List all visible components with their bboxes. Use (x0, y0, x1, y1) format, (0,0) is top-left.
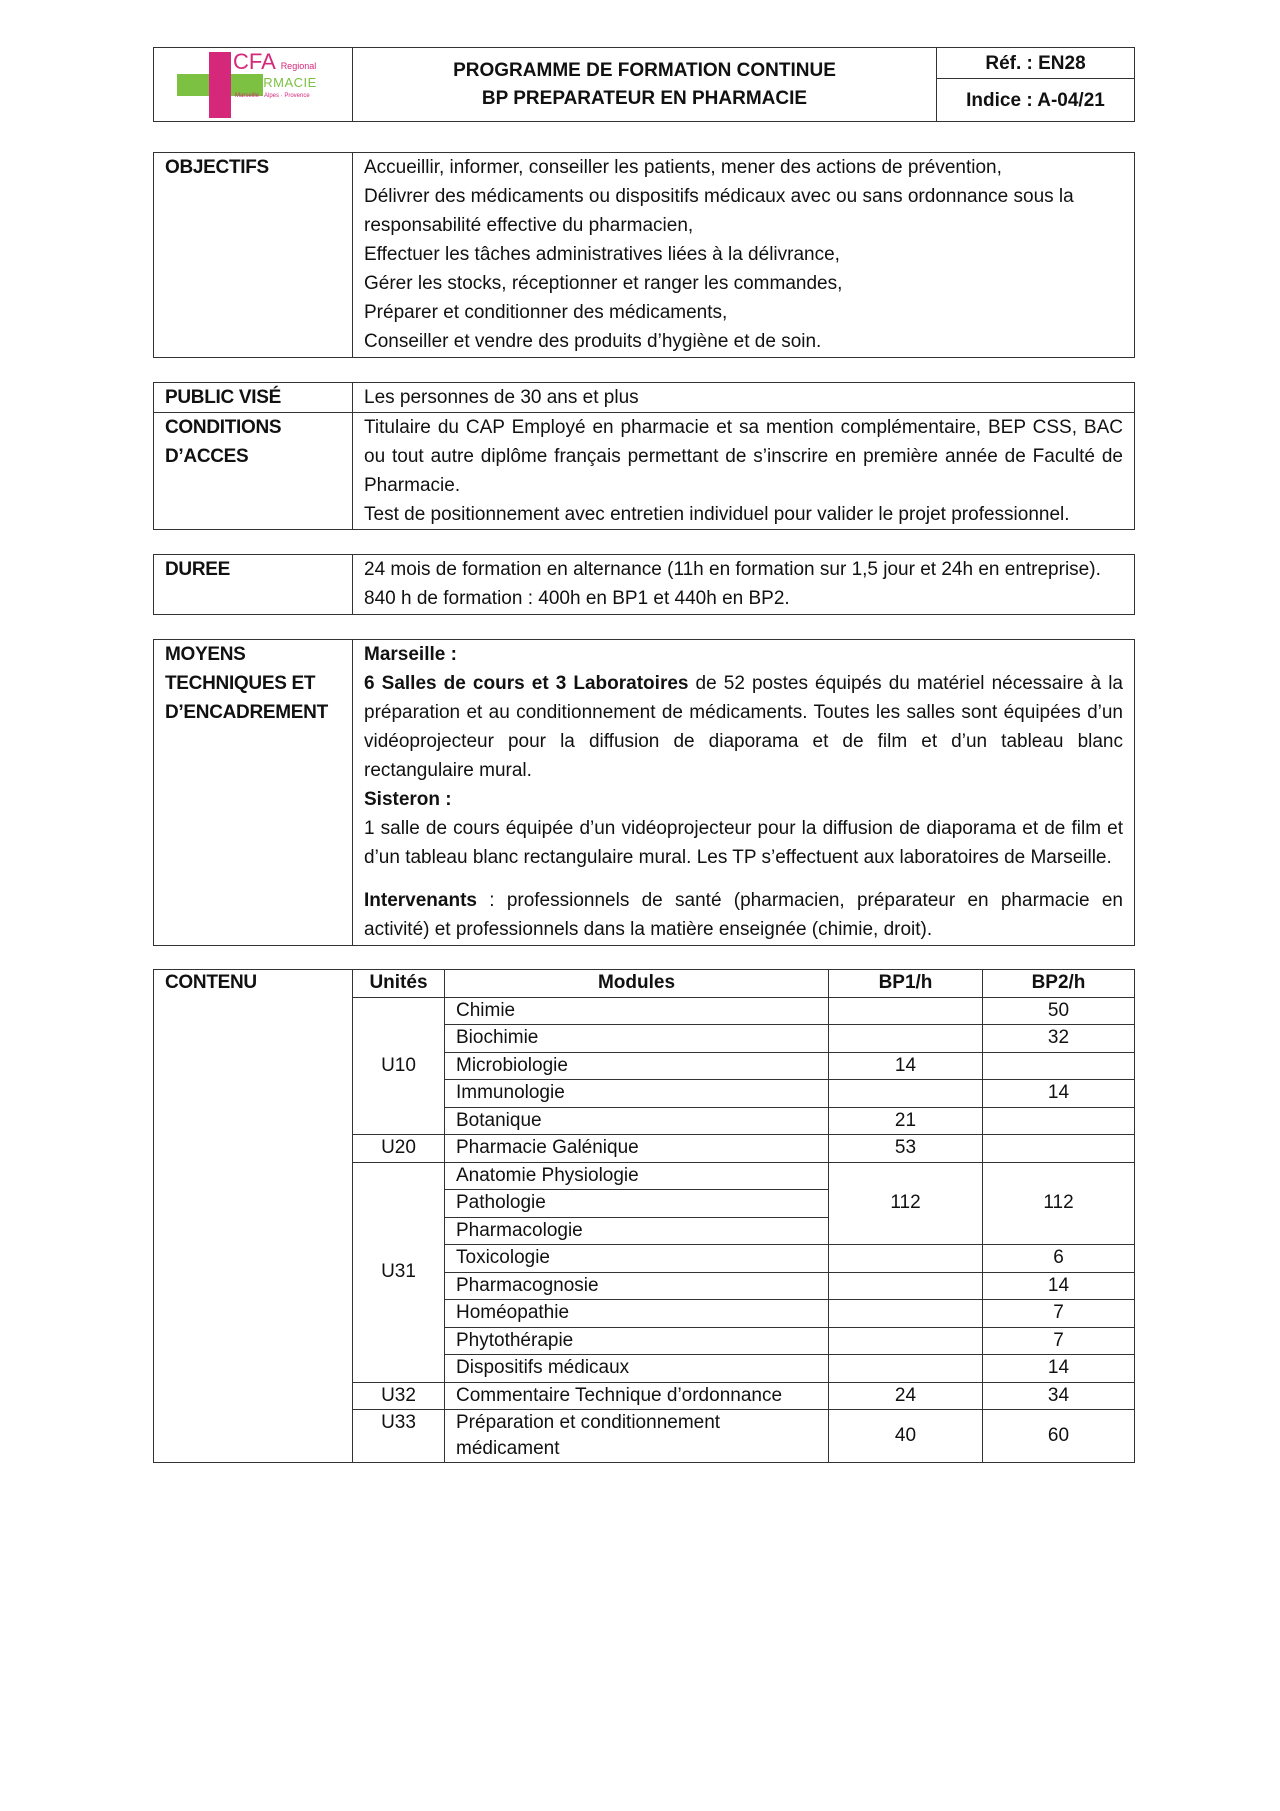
intervenants-title: Intervenants (364, 890, 477, 911)
public-section (153, 382, 1135, 530)
document-header (153, 47, 1135, 122)
module-cell: Préparation et conditionnement médicament (445, 1410, 829, 1463)
bp2-cell: 7 (983, 1327, 1135, 1355)
unit-cell: U20 (353, 1135, 445, 1163)
bp2-cell: 14 (983, 1080, 1135, 1108)
duree-label: DUREE (154, 555, 353, 615)
contenu-label: CONTENU (154, 970, 353, 1463)
objectif-item: Délivrer des médicaments ou dispositifs médicaux avec ou sans ordonnance sous la responsabilité effective du pharmacien, (364, 186, 1074, 236)
module-cell: Pharmacologie (445, 1217, 829, 1245)
bp2-cell: 32 (983, 1025, 1135, 1053)
bp1-cell (829, 1025, 983, 1053)
objectifs-label: OBJECTIFS (154, 153, 353, 358)
marseille-rooms: 6 Salles de cours et 3 Laboratoires (364, 673, 689, 694)
module-cell: Dispositifs médicaux (445, 1355, 829, 1383)
bp1-cell: 40 (829, 1410, 983, 1463)
module-cell: Botanique (445, 1107, 829, 1135)
bp2-cell: 60 (983, 1410, 1135, 1463)
bp1-cell: 21 (829, 1107, 983, 1135)
moyens-label: MOYENS TECHNIQUES ET D’ENCADREMENT (154, 640, 353, 946)
module-cell: Pathologie (445, 1190, 829, 1218)
header-bp1: BP1/h (829, 970, 983, 998)
module-cell: Homéopathie (445, 1300, 829, 1328)
duree-section (153, 554, 1135, 615)
intervenants-text: : professionnels de santé (pharmacien, préparateur en pharmacie en activité) et professionnels dans la matière enseignée (chimie, droit). (364, 890, 1123, 940)
sisteron-text: 1 salle de cours équipée d’un vidéoprojecteur pour la diffusion de diaporama et de film et d’un tableau blanc rectangulaire mural. Les TP s’effectuent aux laboratoires de Marseille. (364, 818, 1123, 868)
bp2-cell: 112 (983, 1162, 1135, 1245)
sisteron-title: Sisteron : (364, 789, 452, 810)
bp1-cell (829, 1327, 983, 1355)
bp1-cell: 53 (829, 1135, 983, 1163)
moyens-section (153, 639, 1135, 946)
module-cell: Anatomie Physiologie (445, 1162, 829, 1190)
bp1-cell (829, 1080, 983, 1108)
bp2-cell: 14 (983, 1272, 1135, 1300)
objectif-item: Conseiller et vendre des produits d’hygiène et de soin. (364, 331, 822, 352)
duree-value: 24 mois de formation en alternance (11h en formation sur 1,5 jour et 24h en entreprise). 840 h de formation : 400h en BP1 et 440h en BP2. (353, 555, 1135, 615)
objectifs-section (153, 152, 1135, 358)
header-bp2: BP2/h (983, 970, 1135, 998)
public-label: PUBLIC VISÉ (154, 383, 353, 413)
marseille-title: Marseille : (364, 644, 457, 665)
marseille-text: de 52 postes équipés du matériel nécessaire à la préparation et au conditionnement de médicaments. Toutes les salles sont équipées d’un vidéoprojecteur pour la diffusion de diaporama et de film et d’un tableau blanc rectangulaire mural. (364, 673, 1123, 781)
bp1-cell: 112 (829, 1162, 983, 1245)
module-cell: Pharmacognosie (445, 1272, 829, 1300)
module-cell: Toxicologie (445, 1245, 829, 1273)
bp2-cell: 50 (983, 997, 1135, 1025)
bp1-cell (829, 1245, 983, 1273)
public-value: Les personnes de 30 ans et plus (353, 383, 1135, 413)
objectif-item: Gérer les stocks, réceptionner et ranger les commandes, (364, 273, 843, 294)
module-cell: Immunologie (445, 1080, 829, 1108)
module-cell: Chimie (445, 997, 829, 1025)
indice: Indice : A-04/21 (937, 79, 1135, 122)
conditions-value (353, 413, 1135, 530)
objectif-item: Préparer et conditionner des médicaments, (364, 302, 728, 323)
moyens-value (353, 640, 1135, 946)
module-cell: Pharmacie Galénique (445, 1135, 829, 1163)
bp2-cell: 14 (983, 1355, 1135, 1383)
bp2-cell (983, 1107, 1135, 1135)
bp1-cell: 14 (829, 1052, 983, 1080)
bp1-cell (829, 1272, 983, 1300)
module-cell: Biochimie (445, 1025, 829, 1053)
module-cell: Microbiologie (445, 1052, 829, 1080)
conditions-p2: Test de positionnement avec entretien individuel pour valider le projet professionnel. (364, 504, 1070, 525)
objectifs-list (353, 153, 1135, 358)
unit-cell: U10 (353, 997, 445, 1135)
conditions-p1: Titulaire du CAP Employé en pharmacie et sa mention complémentaire, BEP CSS, BAC ou tout autre diplôme français permettant de s’inscrire en première année de Faculté de Pharmacie. (364, 417, 1123, 496)
header-modules: Modules (445, 970, 829, 998)
cfa-pharmacie-logo: CFA Regional PHARMACIE Marseille · Alpes · Provence (173, 50, 333, 120)
conditions-label: CONDITIONS D’ACCES (154, 413, 353, 530)
bp1-cell (829, 997, 983, 1025)
title-line-2: BP PREPARATEUR EN PHARMACIE (481, 87, 808, 109)
unit-cell: U32 (353, 1382, 445, 1410)
document-title (353, 48, 937, 122)
module-cell: Phytothérapie (445, 1327, 829, 1355)
bp2-cell: 7 (983, 1300, 1135, 1328)
objectif-item: Accueillir, informer, conseiller les patients, mener des actions de prévention, (364, 157, 1002, 178)
objectif-item: Effectuer les tâches administratives liées à la délivrance, (364, 244, 840, 265)
bp2-cell (983, 1052, 1135, 1080)
header-unites: Unités (353, 970, 445, 998)
reference: Réf. : EN28 (937, 48, 1135, 79)
contenu-table (153, 969, 1135, 1463)
bp1-cell (829, 1355, 983, 1383)
bp2-cell: 6 (983, 1245, 1135, 1273)
unit-cell: U33 (353, 1410, 445, 1463)
bp1-cell (829, 1300, 983, 1328)
title-line-1: PROGRAMME DE FORMATION CONTINUE (453, 59, 836, 81)
logo (154, 48, 353, 122)
bp2-cell (983, 1135, 1135, 1163)
bp2-cell: 34 (983, 1382, 1135, 1410)
unit-cell: U31 (353, 1162, 445, 1382)
bp1-cell: 24 (829, 1382, 983, 1410)
module-cell: Commentaire Technique d’ordonnance (445, 1382, 829, 1410)
